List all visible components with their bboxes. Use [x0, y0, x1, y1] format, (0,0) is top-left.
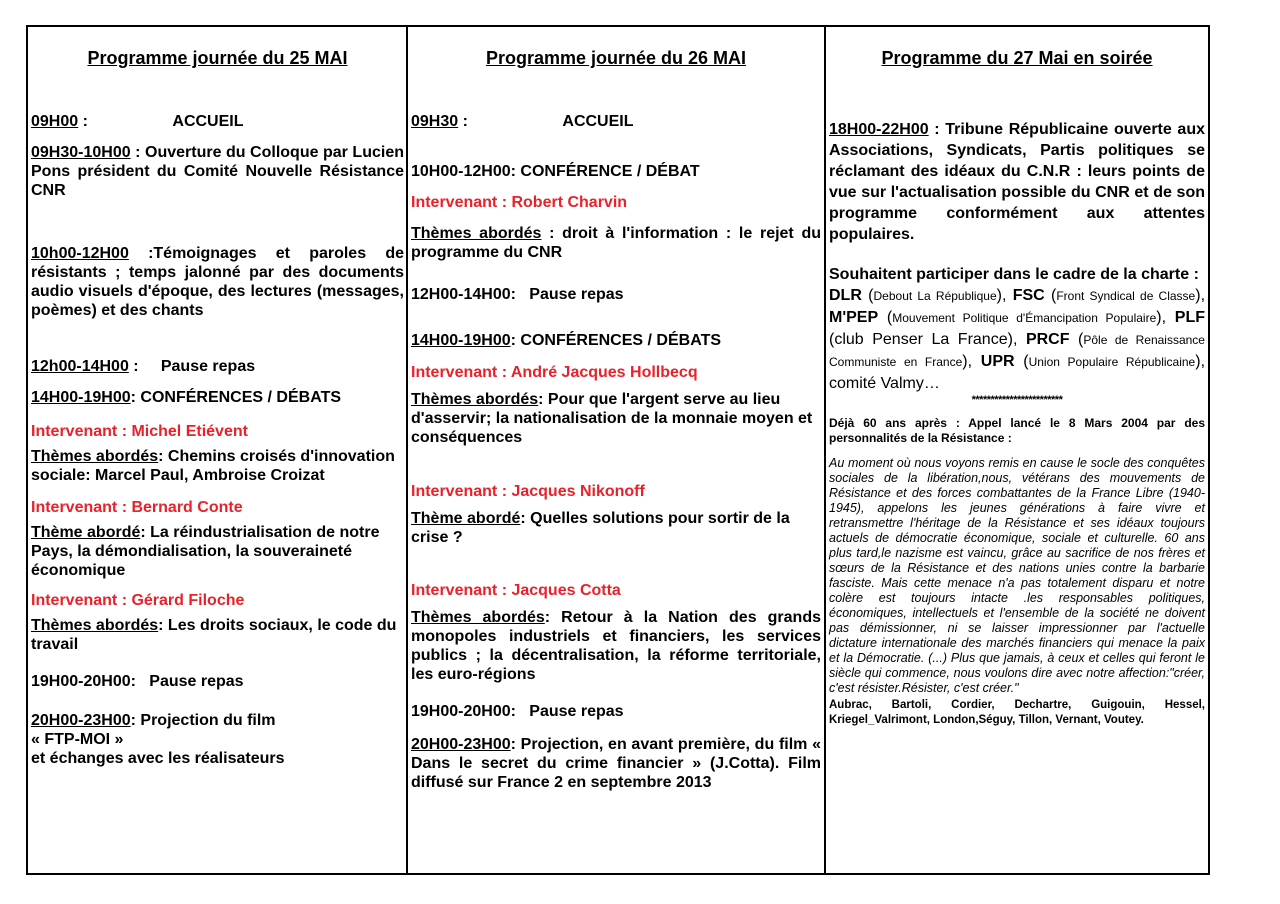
projection-item: 20H00-23H00: Projection du film « FTP-MOI » et échanges avec les réalisateurs: [31, 712, 285, 767]
conference-line: 10H00-12H00: CONFÉRENCE / DÉBAT: [411, 163, 700, 180]
themes-etievent: Thèmes abordés: Chemins croisés d'innovation sociale: Marcel Paul, Ambroise Croizat: [31, 448, 395, 484]
column-26-mai: [408, 27, 826, 873]
programme-sheet: [26, 25, 1210, 875]
pause-repas-2: 19H00-20H00: Pause repas: [31, 673, 244, 690]
intervenant-filoche: Intervenant : Gérard Filoche: [31, 592, 245, 609]
accueil-time: 09H00: [31, 113, 79, 130]
themes-cotta: Thèmes abordés: Retour à la Nation des grands monopoles industriels et financiers, les services publics ; la décentralisation, la réforme territoriale, les euro-régions: [411, 609, 822, 683]
intervenant-charvin: Intervenant : Robert Charvin: [411, 194, 628, 211]
intervenant-etievent: Intervenant : Michel Etiévent: [31, 423, 248, 440]
intervenant-hollbecq: Intervenant : André Jacques Hollbecq: [411, 364, 698, 381]
pause-repas-2: 19H00-20H00: Pause repas: [411, 703, 624, 720]
signatories: Aubrac, Bartoli, Cordier, Dechartre, Guigouin, Hessel, Kriegel_Valrimont, London,Séguy, Tillon, Vernant, Voutey.: [829, 699, 1205, 726]
temoignages-item: [31, 244, 404, 320]
separator: ************************: [971, 394, 1063, 406]
pause-repas-1: 12h00-14H00 : Pause repas: [31, 358, 256, 375]
temoignages-text: :Témoignages et paroles de résistants ; temps jalonné par des documents audio visuels d'époque, des lectures (messages, poèmes) et des chants: [31, 245, 404, 319]
accueil-label: ACCUEIL: [172, 113, 244, 130]
themes-nikonoff: Thème abordé: Quelles solutions pour sortir de la crise ?: [411, 510, 790, 546]
themes-charvin: Thèmes abordés : droit à l'information : le rejet du programme du CNR: [411, 225, 821, 261]
opening-time: 09H30-10H00: [31, 144, 131, 161]
intervenant-cotta: Intervenant : Jacques Cotta: [411, 582, 621, 599]
column-27-mai: [826, 27, 1208, 873]
projection-item: 20H00-23H00: Projection, en avant première, du film « Dans le secret du crime financier » (J.Cotta). Film diffusé sur France 2 en septembre 2013: [411, 736, 821, 791]
appel-heading: Déjà 60 ans après : Appel lancé le 8 Mars 2004 par des personnalités de la Résistance :: [829, 416, 1205, 445]
participants-intro: Souhaitent participer dans le cadre de la charte :: [829, 266, 1199, 283]
themes-hollbecq: Thèmes abordés: Pour que l'argent serve au lieu d'asservir; la nationalisation de la monnaie moyen et conséquences: [411, 391, 813, 446]
column-title: Programme journée du 26 MAI: [485, 48, 747, 68]
column-25-mai: [28, 27, 408, 873]
tribune-item: 18H00-22H00 : Tribune Républicaine ouverte aux Associations, Syndicats, Partis politiques se réclamant des idéaux du C.N.R : leurs points de vue sur l'actualisation possible du CNR et de son programme conformément aux attentes populaires.: [829, 121, 1205, 243]
accueil-line: 09H00 : ACCUEIL: [31, 113, 244, 130]
intervenant-conte: Intervenant : Bernard Conte: [31, 499, 243, 516]
opening-item: [31, 143, 404, 200]
temoignages-time: 10h00-12H00: [31, 245, 129, 262]
themes-filoche: Thèmes abordés: Les droits sociaux, le code du travail: [31, 617, 397, 653]
themes-conte: Thème abordé: La réindustrialisation de notre Pays, la démondialisation, la souveraineté économique: [31, 524, 380, 579]
pause-repas-1: 12H00-14H00: Pause repas: [411, 286, 624, 303]
conferences-line: 14H00-19H00: CONFÉRENCES / DÉBATS: [411, 332, 722, 349]
participants-list: DLR (Debout La République), FSC (Front Syndical de Classe), M'PEP (Mouvement Politique d'Émancipation Populaire), PLF (club Penser La France), PRCF (Pôle de Renaissance Communiste en France), UPR (Union Populaire Républicaine), comité Valmy…: [829, 287, 1206, 392]
appel-quote: Au moment où nous voyons remis en cause le socle des conquêtes sociales de la libération,nous, vétérans des mouvements de Résistance et des forces combattantes de la France Libre (1940-1945), appelons les jeunes générations à faire vivre et retransmettre l'héritage de la Résistance et ses idéaux toujours actuels de démocratie économique, sociale et culturelle. 60 ans plus tard,le nazisme est vaincu, grâce au sacrifice de nos frères et sœurs de la Résistance et des nations unies contre la barbarie fasciste. Mais cette menace n'a pas totalement disparu et notre colère est toujours intacte .les responsables politiques, économiques, intellectuels et l'ensemble de la société ne doivent pas démissionner, ni se laisser impressionner par l'actuelle dictature internationale des marchés financiers qui menace la paix et la Démocratie. (...) Plus que jamais, à ceux et celles qui feront le siècle qui commence, nous voulons dire avec notre affection:"créer, c'est résister.Résister, c'est créer.": [829, 456, 1205, 695]
column-title: Programme journée du 25 MAI: [87, 48, 348, 68]
opening-text: : Ouverture du Colloque par Lucien Pons président du Comité Nouvelle Résistance CNR: [31, 144, 404, 199]
accueil-line: 09H30 : ACCUEIL: [411, 113, 634, 130]
conferences-line: 14H00-19H00: CONFÉRENCES / DÉBATS: [31, 389, 342, 406]
column-title: Programme du 27 Mai en soirée: [881, 48, 1153, 68]
intervenant-nikonoff: Intervenant : Jacques Nikonoff: [411, 483, 645, 500]
